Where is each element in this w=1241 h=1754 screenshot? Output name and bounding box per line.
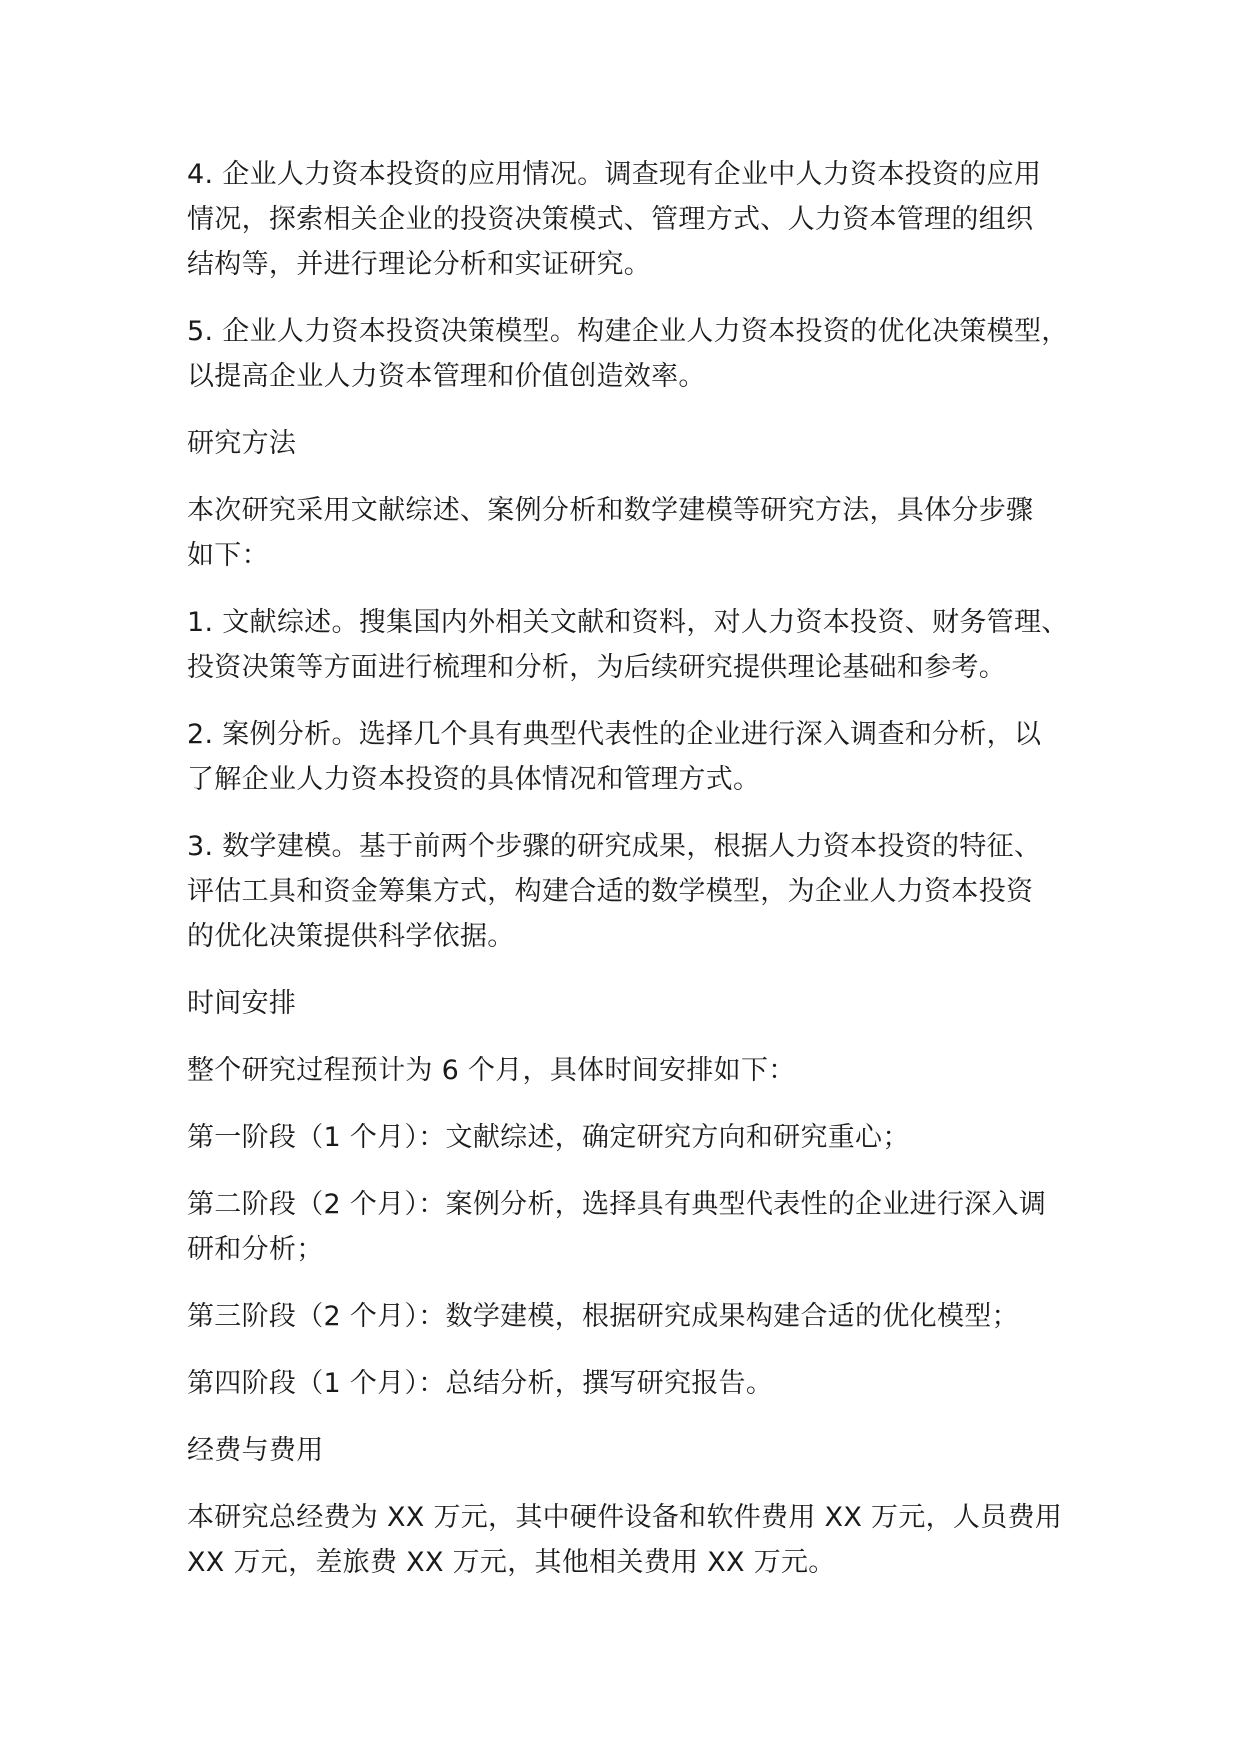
text-line: 整个研究过程预计为 6 个月，具体时间安排如下： [187, 1055, 796, 1086]
text-line: 3. 数学建模。基于前两个步骤的研究成果，根据人力资本投资的特征、 [187, 831, 1042, 862]
paragraph-phase-4 [187, 1361, 1087, 1406]
text-line: 的优化决策提供科学依据。 [187, 921, 515, 952]
text-line: 如下： [187, 540, 269, 571]
text-line: 第一阶段（1 个月）：文献综述，确定研究方向和研究重心； [187, 1122, 910, 1153]
paragraph-methods-intro [187, 488, 1087, 578]
heading-text: 研究方法 [187, 428, 297, 459]
paragraph-phase-3 [187, 1294, 1087, 1339]
section-heading-budget [187, 1428, 1087, 1473]
text-line: 情况，探索相关企业的投资决策模式、管理方式、人力资本管理的组织 [187, 204, 1034, 235]
paragraph-method-3 [187, 824, 1087, 959]
heading-text: 经费与费用 [187, 1435, 324, 1466]
text-line: 2. 案例分析。选择几个具有典型代表性的企业进行深入调查和分析，以 [187, 719, 1042, 750]
text-line: 了解企业人力资本投资的具体情况和管理方式。 [187, 764, 761, 795]
text-line: 第四阶段（1 个月）：总结分析，撰写研究报告。 [187, 1368, 774, 1399]
paragraph-method-2 [187, 712, 1087, 802]
paragraph-phase-1 [187, 1115, 1087, 1160]
document-page [187, 152, 1087, 1607]
text-line: 第二阶段（2 个月）：案例分析，选择具有典型代表性的企业进行深入调 [187, 1189, 1047, 1220]
paragraph-schedule-intro [187, 1048, 1087, 1093]
text-line: 4. 企业人力资本投资的应用情况。调查现有企业中人力资本投资的应用 [187, 159, 1042, 190]
text-line: 评估工具和资金筹集方式，构建合适的数学模型，为企业人力资本投资 [187, 876, 1034, 907]
text-line: 1. 文献综述。搜集国内外相关文献和资料，对人力资本投资、财务管理、 [187, 607, 1069, 638]
paragraph-item-5 [187, 309, 1087, 399]
text-line: 结构等，并进行理论分析和实证研究。 [187, 249, 652, 280]
text-line: 第三阶段（2 个月）：数学建模，根据研究成果构建合适的优化模型； [187, 1301, 1019, 1332]
text-line: 本次研究采用文献综述、案例分析和数学建模等研究方法，具体分步骤 [187, 495, 1034, 526]
paragraph-phase-2 [187, 1182, 1087, 1272]
section-heading-schedule [187, 981, 1087, 1026]
text-line: 研和分析； [187, 1234, 324, 1265]
text-line: 投资决策等方面进行梳理和分析，为后续研究提供理论基础和参考。 [187, 652, 1006, 683]
text-line: 以提高企业人力资本管理和价值创造效率。 [187, 361, 706, 392]
paragraph-item-4 [187, 152, 1087, 287]
paragraph-budget [187, 1495, 1087, 1585]
text-line: 本研究总经费为 XX 万元，其中硬件设备和软件费用 XX 万元，人员费用 [187, 1502, 1063, 1533]
section-heading-methods [187, 421, 1087, 466]
heading-text: 时间安排 [187, 988, 297, 1019]
text-line: XX 万元，差旅费 XX 万元，其他相关费用 XX 万元。 [187, 1547, 836, 1578]
paragraph-method-1 [187, 600, 1087, 690]
text-line: 5. 企业人力资本投资决策模型。构建企业人力资本投资的优化决策模型， [187, 316, 1069, 347]
